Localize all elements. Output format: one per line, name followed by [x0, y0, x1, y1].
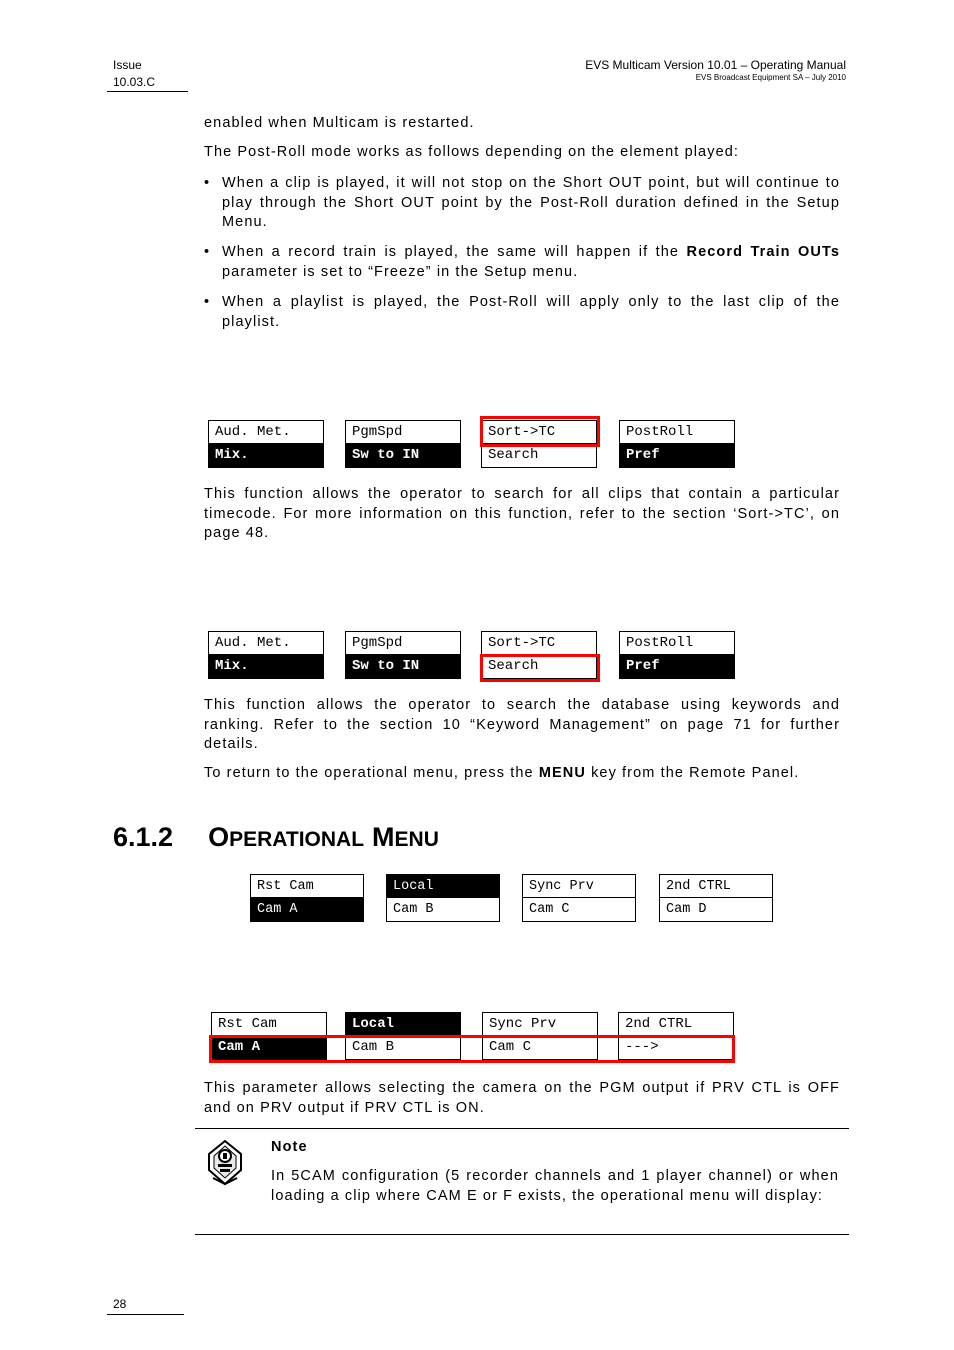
bullet-record-train-text: [222, 243, 840, 282]
key-bottom-label: Pref: [620, 655, 734, 678]
key-pgmspd[interactable]: [345, 420, 461, 468]
record-train-outs-label: Record Train OUTs: [686, 244, 840, 260]
key-top-label: PostRoll: [620, 421, 734, 444]
key-postroll[interactable]: [619, 420, 735, 468]
key-local[interactable]: [386, 874, 500, 922]
bullet-playlist: [204, 293, 840, 332]
key-top-label: 2nd CTRL: [660, 875, 772, 898]
key-top-label: 2nd CTRL: [619, 1013, 733, 1036]
key-top-label: Sync Prv: [483, 1013, 597, 1036]
footer-rule: [107, 1314, 184, 1315]
key-top-label: PostRoll: [620, 632, 734, 655]
section-title-operational: PERATIONAL: [229, 828, 365, 851]
key-rst-cam[interactable]: [250, 874, 364, 922]
bullet-dot: •: [204, 244, 211, 260]
key-bottom-label: Sw to IN: [346, 444, 460, 467]
key-top-label: Sort->TC: [482, 632, 596, 655]
key-top-label: Rst Cam: [251, 875, 363, 898]
key-top-label: Sort->TC: [482, 421, 596, 444]
highlight-cam-row: [209, 1035, 735, 1063]
issue-number: 10.03.C: [113, 75, 156, 89]
key-bottom-label: Cam B: [393, 902, 434, 917]
section-heading: [113, 822, 439, 853]
note-text: In 5CAM configuration (5 recorder channels and 1 player channel) or when loading a clip where CAM E or F exists, the operational menu will display:: [271, 1168, 839, 1204]
bullet-clip: [204, 174, 840, 233]
key-bottom-label: Cam D: [666, 902, 707, 917]
key-bottom-label: Cam A: [212, 1036, 326, 1059]
key-top-label: PgmSpd: [346, 632, 460, 655]
bullet-dot: •: [204, 175, 211, 191]
key-bottom-label: Cam C: [529, 902, 570, 917]
menu-key-pre: To return to the operational menu, press the: [204, 765, 539, 781]
header-left-rule: [107, 91, 188, 92]
note-icon: [205, 1140, 245, 1186]
key-sync-prv[interactable]: [522, 874, 636, 922]
paragraph-search: This function allows the operator to search the database using keywords and ranking. Refer to the section 10 “Keyword Management” on page 71 for further details.: [204, 697, 840, 752]
publisher: EVS Broadcast Equipment SA – July 2010: [695, 73, 846, 82]
key-bottom-label: --->: [625, 1039, 659, 1055]
key-aud-met[interactable]: [208, 631, 324, 679]
key-bottom-label: Search: [488, 658, 539, 674]
key-top-label: Aud. Met.: [209, 421, 323, 444]
key-bottom-label: Pref: [620, 444, 734, 467]
section-title-cap-o: O: [208, 822, 230, 852]
paragraph-restart: enabled when Multicam is restarted.: [204, 115, 475, 131]
paragraph-cam: This parameter allows selecting the camera on the PGM output if PRV CTL is OFF and on PRV output if PRV CTL is ON.: [204, 1080, 840, 1116]
key-bottom-label: Mix.: [209, 655, 323, 678]
key-bottom-label: Cam A: [251, 898, 363, 921]
key-top-label: Local: [346, 1013, 460, 1036]
issue-label: Issue: [113, 58, 142, 72]
key-bottom-label: Sw to IN: [346, 655, 460, 678]
key-top-label: PgmSpd: [346, 421, 460, 444]
manual-title: EVS Multicam Version 10.01 – Operating Manual: [585, 58, 846, 72]
key-aud-met[interactable]: [208, 420, 324, 468]
key-top-label: Local: [387, 875, 499, 898]
bullet-record-train-post: parameter is set to “Freeze” in the Setup menu.: [222, 263, 579, 280]
note-top-rule: [195, 1128, 849, 1129]
bullet-playlist-text: When a playlist is played, the Post-Roll will apply only to the last clip of the playlist.: [222, 294, 840, 330]
key-bottom-label: Cam C: [489, 1039, 532, 1055]
key-bottom-label: Cam B: [352, 1039, 395, 1055]
page-number: 28: [113, 1297, 127, 1311]
bullet-record-train-pre: When a record train is played, the same will happen if the: [222, 244, 687, 260]
key-pgmspd[interactable]: [345, 631, 461, 679]
section-number: 6.1.2: [113, 822, 174, 852]
key-top-label: Sync Prv: [523, 875, 635, 898]
key-top-label: Aud. Met.: [209, 632, 323, 655]
bullet-clip-text: When a clip is played, it will not stop on the Short OUT point, but will continue to play through the Short OUT point by the Post-Roll duration defined in the Setup Menu.: [222, 175, 840, 230]
paragraph-menu-key: [204, 764, 840, 784]
paragraph-postroll-intro: The Post-Roll mode works as follows depending on the element played:: [204, 144, 740, 160]
menu-key-post: key from the Remote Panel.: [585, 765, 800, 781]
highlight-sorttc: [480, 416, 600, 447]
menu-key-label: MENU: [538, 765, 586, 781]
key-bottom-label: Search: [488, 447, 539, 463]
key-postroll[interactable]: [619, 631, 735, 679]
note-bottom-rule: [195, 1234, 849, 1235]
key-top-label: Rst Cam: [212, 1013, 326, 1036]
bullet-record-train: [204, 243, 840, 282]
key-bottom-label: Mix.: [209, 444, 323, 467]
bullet-dot: •: [204, 294, 211, 310]
section-title-cap-m: M: [372, 822, 395, 852]
note-title: Note: [271, 1139, 308, 1155]
highlight-search: [480, 654, 600, 682]
section-title-enu: ENU: [394, 828, 439, 851]
key-2nd-ctrl[interactable]: [659, 874, 773, 922]
paragraph-sorttc: This function allows the operator to search for all clips that contain a particular timecode. For more information on this function, refer to the section ‘Sort->TC’, on page 48.: [204, 486, 840, 541]
